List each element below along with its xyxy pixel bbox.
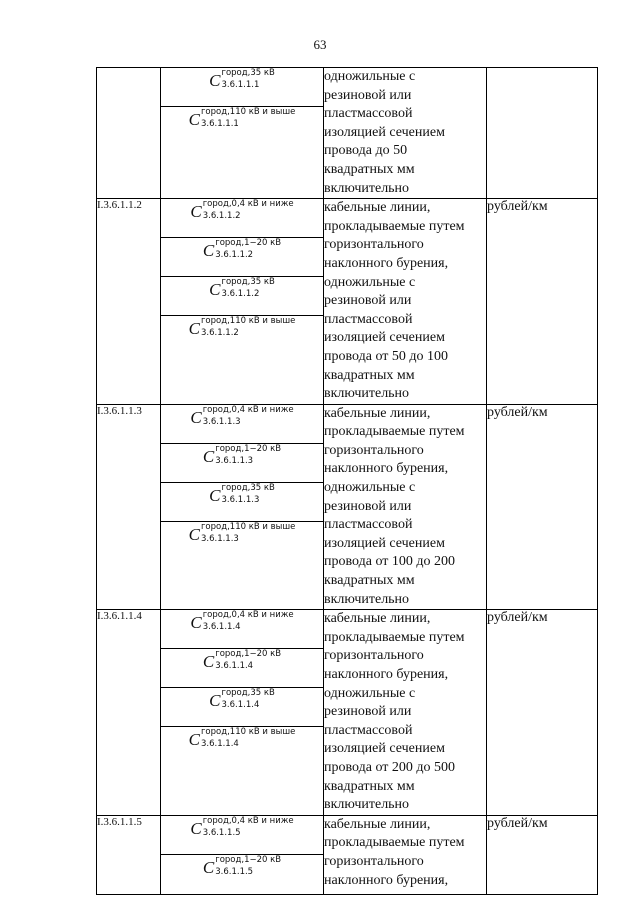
formula-subscript: 3.6.1.1.2	[221, 289, 260, 300]
formula-base: C	[188, 524, 200, 544]
formula-subscript: 3.6.1.1.2	[215, 250, 254, 261]
row-unit: рублей/км	[487, 404, 598, 610]
formula-superscript: город,35 кВ	[221, 688, 275, 699]
formula-base: C	[188, 730, 200, 750]
row-code: I.3.6.1.1.5	[97, 815, 161, 894]
description-line: пластмассовой	[324, 311, 413, 327]
rate-symbol	[161, 277, 323, 316]
description-line: наклонного бурения,	[324, 872, 449, 888]
formula-subscript: 3.6.1.1.3	[221, 494, 260, 505]
description-line: прокладываемые путем	[324, 835, 465, 851]
description-line: горизонтального	[324, 237, 424, 253]
description-line: кабельные линии,	[324, 816, 431, 832]
description-line: изоляцией сечением	[324, 124, 445, 140]
symbol-cell	[161, 610, 324, 816]
page-number: 63	[313, 37, 327, 52]
table-row	[97, 404, 598, 610]
description-line: включительно	[324, 591, 410, 607]
formula-base: C	[190, 613, 202, 633]
row-code	[97, 68, 161, 199]
rate-symbol	[161, 107, 323, 146]
symbol-cell	[161, 815, 324, 894]
formula-base: C	[190, 818, 202, 838]
rate-symbol	[161, 610, 323, 649]
table-row	[97, 199, 598, 405]
rate-symbol	[161, 727, 323, 766]
formula	[202, 443, 282, 467]
formula-subscript: 3.6.1.1.4	[202, 622, 241, 633]
formula	[190, 610, 294, 633]
formula-base: C	[202, 652, 215, 672]
formula	[188, 107, 296, 130]
formula-base: C	[190, 407, 202, 427]
formula-subscript: 3.6.1.1.1	[221, 80, 260, 90]
formula-base: C	[188, 110, 200, 129]
description-line: включительно	[324, 797, 410, 813]
formula	[202, 854, 282, 878]
formula	[188, 316, 296, 339]
description-line: кабельные линии,	[324, 611, 431, 627]
rate-symbol	[161, 522, 323, 561]
rate-symbol	[161, 199, 323, 238]
row-description	[324, 815, 487, 894]
formula	[190, 815, 294, 839]
symbol-cell	[161, 404, 324, 610]
rate-symbol	[161, 238, 323, 277]
formula-subscript: 3.6.1.1.3	[202, 416, 241, 427]
description-line: наклонного бурения,	[324, 667, 449, 682]
rate-symbol	[161, 688, 323, 727]
formula-superscript: город,110 кВ и выше	[200, 727, 296, 738]
description-line: изоляцией сечением	[324, 535, 445, 551]
description-line: изоляцией сечением	[324, 741, 445, 757]
description-line: изоляцией сечением	[324, 330, 445, 346]
formula	[190, 199, 294, 222]
row-unit	[487, 68, 598, 199]
formula-superscript: город,1−20 кВ	[215, 649, 282, 660]
formula-base: C	[209, 485, 221, 505]
description-line: провода до 50	[324, 143, 408, 159]
description-line: горизонтального	[324, 648, 424, 664]
description-line: прокладываемые путем	[324, 629, 465, 645]
formula-superscript: город,35 кВ	[221, 68, 275, 78]
description-line: квадратных мм	[324, 161, 415, 177]
table-row	[97, 68, 598, 199]
description-line: одножильные с	[324, 480, 416, 496]
description-line: пластмассовой	[324, 517, 413, 533]
rates-table	[96, 67, 598, 895]
description-line: пластмассовой	[324, 106, 413, 122]
formula-base: C	[202, 446, 215, 466]
description-line: пластмассовой	[324, 722, 413, 738]
formula-superscript: город,1−20 кВ	[215, 854, 282, 865]
formula-subscript: 3.6.1.1.5	[202, 827, 241, 838]
description-line: провода от 50 до 100	[324, 348, 448, 364]
description-line: одножильные с	[324, 69, 416, 84]
formula-subscript: 3.6.1.1.4	[221, 700, 260, 711]
rate-symbol	[161, 405, 323, 444]
formula-superscript: город,1−20 кВ	[215, 238, 282, 249]
rate-symbol	[161, 649, 323, 688]
formula-superscript: город,110 кВ и выше	[200, 107, 296, 117]
description-line: резиновой или	[324, 87, 412, 103]
formula-superscript: город,0,4 кВ и ниже	[202, 815, 294, 826]
description-line: одножильные с	[324, 685, 416, 701]
formula-subscript: 3.6.1.1.5	[215, 866, 254, 877]
formula-superscript: город,0,4 кВ и ниже	[202, 199, 294, 210]
formula-base: C	[202, 241, 215, 261]
formula	[209, 482, 275, 506]
description-line: кабельные линии,	[324, 405, 431, 421]
formula-subscript: 3.6.1.1.4	[215, 661, 254, 672]
description-line: наклонного бурения,	[324, 255, 449, 271]
row-description	[324, 404, 487, 610]
table-row	[97, 815, 598, 894]
description-line: горизонтального	[324, 853, 424, 869]
description-line: квадратных мм	[324, 367, 415, 383]
description-line: включительно	[324, 180, 410, 196]
rate-symbol	[161, 444, 323, 483]
formula-base: C	[190, 202, 202, 222]
formula-base: C	[202, 857, 215, 877]
formula	[209, 68, 275, 91]
formula-superscript: город,1−20 кВ	[215, 443, 282, 454]
formula-subscript: 3.6.1.1.4	[200, 739, 239, 750]
description-line: одножильные с	[324, 274, 416, 290]
description-line: наклонного бурения,	[324, 461, 449, 477]
description-line: включительно	[324, 386, 410, 402]
formula	[209, 277, 275, 300]
formula-subscript: 3.6.1.1.2	[202, 211, 241, 222]
formula-superscript: город,0,4 кВ и ниже	[202, 610, 294, 621]
formula-superscript: город,110 кВ и выше	[200, 316, 296, 327]
formula-subscript: 3.6.1.1.3	[200, 533, 239, 544]
description-line: провода от 100 до 200	[324, 554, 455, 570]
rate-symbol	[161, 816, 323, 855]
formula-superscript: город,110 кВ и выше	[200, 521, 296, 532]
formula	[188, 727, 296, 750]
formula-base: C	[188, 319, 200, 339]
row-code: I.3.6.1.1.4	[97, 610, 161, 816]
description-line: кабельные линии,	[324, 200, 431, 216]
rate-symbol	[161, 316, 323, 355]
rate-symbol	[161, 68, 323, 107]
row-unit: рублей/км	[487, 610, 598, 816]
description-line: резиновой или	[324, 293, 412, 309]
description-line: горизонтального	[324, 442, 424, 458]
symbol-cell	[161, 68, 324, 199]
formula-subscript: 3.6.1.1.2	[200, 328, 239, 339]
formula-base: C	[209, 280, 221, 300]
description-line: резиновой или	[324, 498, 412, 514]
formula-superscript: город,35 кВ	[221, 277, 275, 288]
row-code: I.3.6.1.1.3	[97, 404, 161, 610]
row-code: I.3.6.1.1.2	[97, 199, 161, 405]
description-line: резиновой или	[324, 704, 412, 720]
formula-superscript: город,35 кВ	[221, 482, 275, 493]
formula	[209, 688, 275, 711]
row-description	[324, 610, 487, 816]
description-line: провода от 200 до 500	[324, 759, 455, 775]
row-unit: рублей/км	[487, 199, 598, 405]
description-line: квадратных мм	[324, 778, 415, 794]
description-line: прокладываемые путем	[324, 218, 465, 234]
symbol-cell	[161, 199, 324, 405]
rate-symbol	[161, 855, 323, 894]
formula-base: C	[209, 71, 221, 90]
formula	[202, 238, 282, 261]
formula	[188, 521, 296, 545]
formula	[202, 649, 282, 672]
formula-superscript: город,0,4 кВ и ниже	[202, 404, 294, 415]
formula-base: C	[209, 691, 221, 711]
table-row	[97, 610, 598, 816]
description-line: квадратных мм	[324, 573, 415, 589]
rate-symbol	[161, 483, 323, 522]
row-unit: рублей/км	[487, 815, 598, 894]
formula-subscript: 3.6.1.1.3	[215, 455, 254, 466]
description-line: прокладываемые путем	[324, 424, 465, 440]
row-description	[324, 199, 487, 405]
formula	[190, 404, 294, 428]
formula-subscript: 3.6.1.1.1	[200, 119, 239, 129]
row-description	[324, 68, 487, 199]
